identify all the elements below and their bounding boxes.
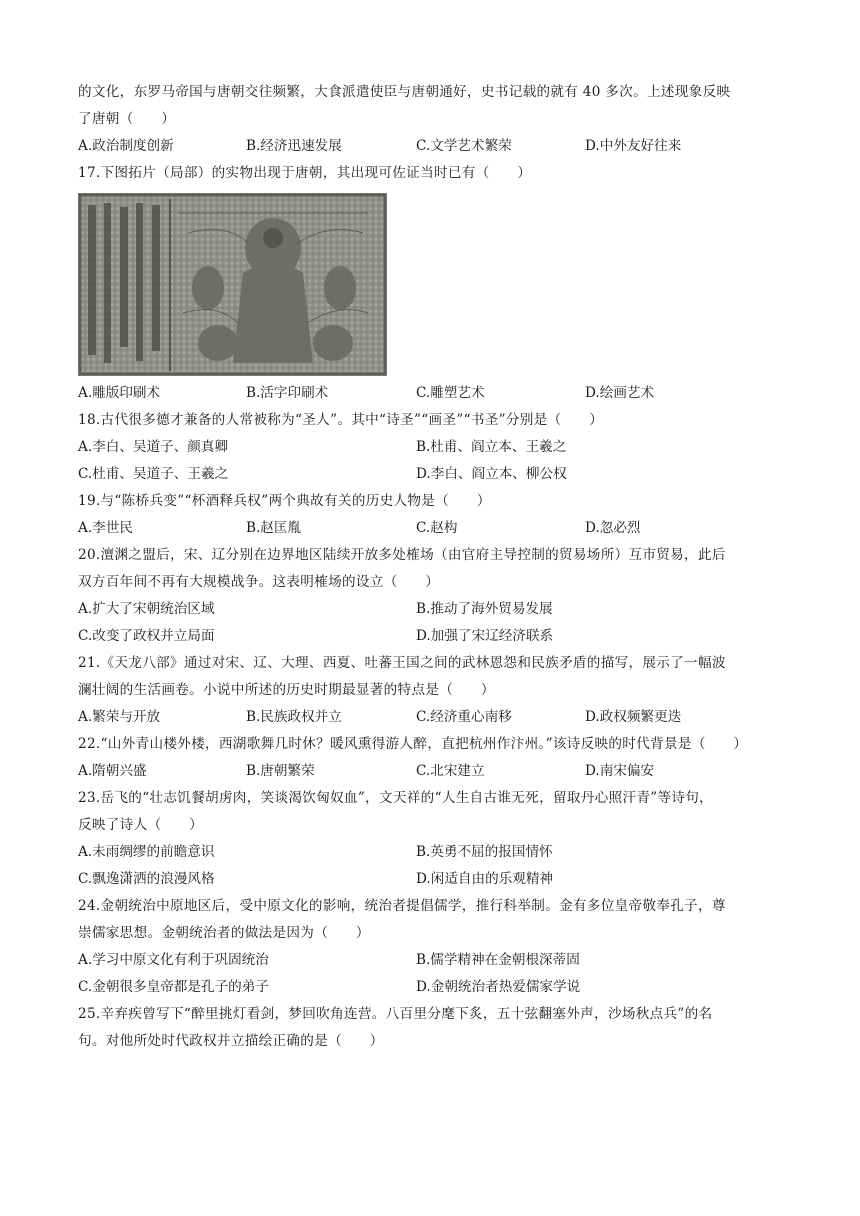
q20-option-c[interactable]: C.改变了政权并立局面 xyxy=(78,628,215,644)
q24-option-b[interactable]: B.儒学精神在金朝根深蒂固 xyxy=(416,952,580,968)
q16-option-a[interactable]: A.政治制度创新 xyxy=(78,138,174,154)
q19-option-d[interactable]: D.忽必烈 xyxy=(585,520,641,536)
q22-stem: 22.“山外青山楼外楼，西湖歌舞几时休？暖风熏得游人醉，直把杭州作汴州。”该诗反映的时代背景是（ ） xyxy=(78,736,748,752)
q16-options xyxy=(78,133,790,160)
q18-option-b[interactable]: B.杜甫、阎立本、王羲之 xyxy=(416,439,567,455)
q22-options xyxy=(78,758,790,785)
q17-option-b[interactable]: B.活字印刷术 xyxy=(246,385,329,401)
q22-option-b[interactable]: B.唐朝繁荣 xyxy=(246,763,315,779)
q19-stem: 19.与“陈桥兵变”“杯酒释兵权”两个典故有关的历史人物是（ ） xyxy=(78,493,491,509)
q23-option-d[interactable]: D.闲适自由的乐观精神 xyxy=(416,871,554,887)
exam-page xyxy=(78,79,790,1055)
q17-option-a[interactable]: A.雕版印刷术 xyxy=(78,385,161,401)
q18-options-row-2 xyxy=(78,461,790,488)
q17-option-d[interactable]: D.绘画艺术 xyxy=(585,385,655,401)
q16-option-b[interactable]: B.经济迅速发展 xyxy=(246,138,342,154)
q25-stem-line-2: 句。对他所处时代政权并立描绘正确的是（ ） xyxy=(78,1033,384,1049)
q21-options xyxy=(78,704,790,731)
q21-option-a[interactable]: A.繁荣与开放 xyxy=(78,709,161,725)
q21-stem-line-2: 澜壮阔的生活画卷。小说中所述的历史时期最显著的特点是（ ） xyxy=(78,682,495,698)
q22-option-c[interactable]: C.北宋建立 xyxy=(416,763,485,779)
q19-option-b[interactable]: B.赵匡胤 xyxy=(246,520,302,536)
q18-option-d[interactable]: D.李白、阎立本、柳公权 xyxy=(416,466,567,482)
q25-stem-line-1: 25.辛弃疾曾写下“醉里挑灯看剑，梦回吹角连营。八百里分麾下炙，五十弦翻塞外声，沙场秋点兵”的名 xyxy=(78,1006,713,1022)
q20-option-a[interactable]: A.扩大了宋朝统治区域 xyxy=(78,601,215,617)
q24-stem-line-1: 24.金朝统治中原地区后，受中原文化的影响，统治者提倡儒学，推行科举制。金有多位皇帝敬奉孔子，尊 xyxy=(78,898,726,914)
q17-stem: 17.下图拓片（局部）的实物出现于唐朝，其出现可佐证当时已有（ ） xyxy=(78,165,532,181)
q18-option-a[interactable]: A.李白、吴道子、颜真卿 xyxy=(78,439,229,455)
q16-stem-line-1: 的文化，东罗马帝国与唐朝交往频繁，大食派遣使臣与唐朝通好，史书记载的就有 40 多次。上述现象反映 xyxy=(78,84,731,100)
q18-stem: 18.古代很多德才兼备的人常被称为“圣人”。其中“诗圣”“画圣”“书圣”分别是（ ） xyxy=(78,412,604,428)
q23-option-c[interactable]: C.飘逸潇洒的浪漫风格 xyxy=(78,871,215,887)
q19-option-c[interactable]: C.赵构 xyxy=(416,520,458,536)
q17-option-c[interactable]: C.雕塑艺术 xyxy=(416,385,485,401)
q21-option-c[interactable]: C.经济重心南移 xyxy=(416,709,512,725)
q23-stem-line-1: 23.岳飞的“壮志饥餐胡虏肉，笑谈渴饮匈奴血”，文天祥的“人生自古谁无死，留取丹心照汗青”等诗句， xyxy=(78,790,714,806)
q18-option-c[interactable]: C.杜甫、吴道子、王羲之 xyxy=(78,466,229,482)
q18-options-row-1 xyxy=(78,434,790,461)
q22-option-a[interactable]: A.隋朝兴盛 xyxy=(78,763,147,779)
q20-option-d[interactable]: D.加强了宋辽经济联系 xyxy=(416,628,554,644)
q23-option-a[interactable]: A.未雨绸缪的前瞻意识 xyxy=(78,844,215,860)
q20-option-b[interactable]: B.推动了海外贸易发展 xyxy=(416,601,553,617)
q24-stem-line-2: 崇儒家思想。金朝统治者的做法是因为（ ） xyxy=(78,925,370,941)
q24-option-d[interactable]: D.金朝统治者热爱儒家学说 xyxy=(416,979,581,995)
q23-option-b[interactable]: B.英勇不屈的报国情怀 xyxy=(416,844,553,860)
diamond-sutra-rubbing-picture xyxy=(78,193,387,376)
q20-options-row-2 xyxy=(78,623,790,650)
q24-option-a[interactable]: A.学习中原文化有利于巩固统治 xyxy=(78,952,269,968)
q24-option-c[interactable]: C.金朝很多皇帝都是孔子的弟子 xyxy=(78,979,269,995)
q19-option-a[interactable]: A.李世民 xyxy=(78,520,133,536)
q23-stem-line-2: 反映了诗人（ ） xyxy=(78,817,204,833)
q21-option-b[interactable]: B.民族政权并立 xyxy=(246,709,342,725)
q16-stem-line-2: 了唐朝（ ） xyxy=(78,111,176,127)
q24-options-row-1 xyxy=(78,947,790,974)
q24-options-row-2 xyxy=(78,974,790,1001)
q16-option-d[interactable]: D.中外友好往来 xyxy=(585,138,682,154)
q23-options-row-1 xyxy=(78,839,790,866)
q19-options xyxy=(78,515,790,542)
q21-option-d[interactable]: D.政权频繁更迭 xyxy=(585,709,682,725)
q17-options xyxy=(78,380,790,407)
q23-options-row-2 xyxy=(78,866,790,893)
q20-options-row-1 xyxy=(78,596,790,623)
q20-stem-line-2: 双方百年间不再有大规模战争。这表明榷场的设立（ ） xyxy=(78,574,440,590)
q22-option-d[interactable]: D.南宋偏安 xyxy=(585,763,655,779)
rubbing-image xyxy=(78,193,387,376)
q21-stem-line-1: 21.《天龙八部》通过对宋、辽、大理、西夏、吐蕃王国之间的武林恩怨和民族矛盾的描写，展示了一幅波 xyxy=(78,655,726,671)
q20-stem-line-1: 20.澶渊之盟后，宋、辽分别在边界地区陆续开放多处榷场（由官府主导控制的贸易场所）互市贸易，此后 xyxy=(78,547,726,563)
q16-option-c[interactable]: C.文学艺术繁荣 xyxy=(416,138,512,154)
